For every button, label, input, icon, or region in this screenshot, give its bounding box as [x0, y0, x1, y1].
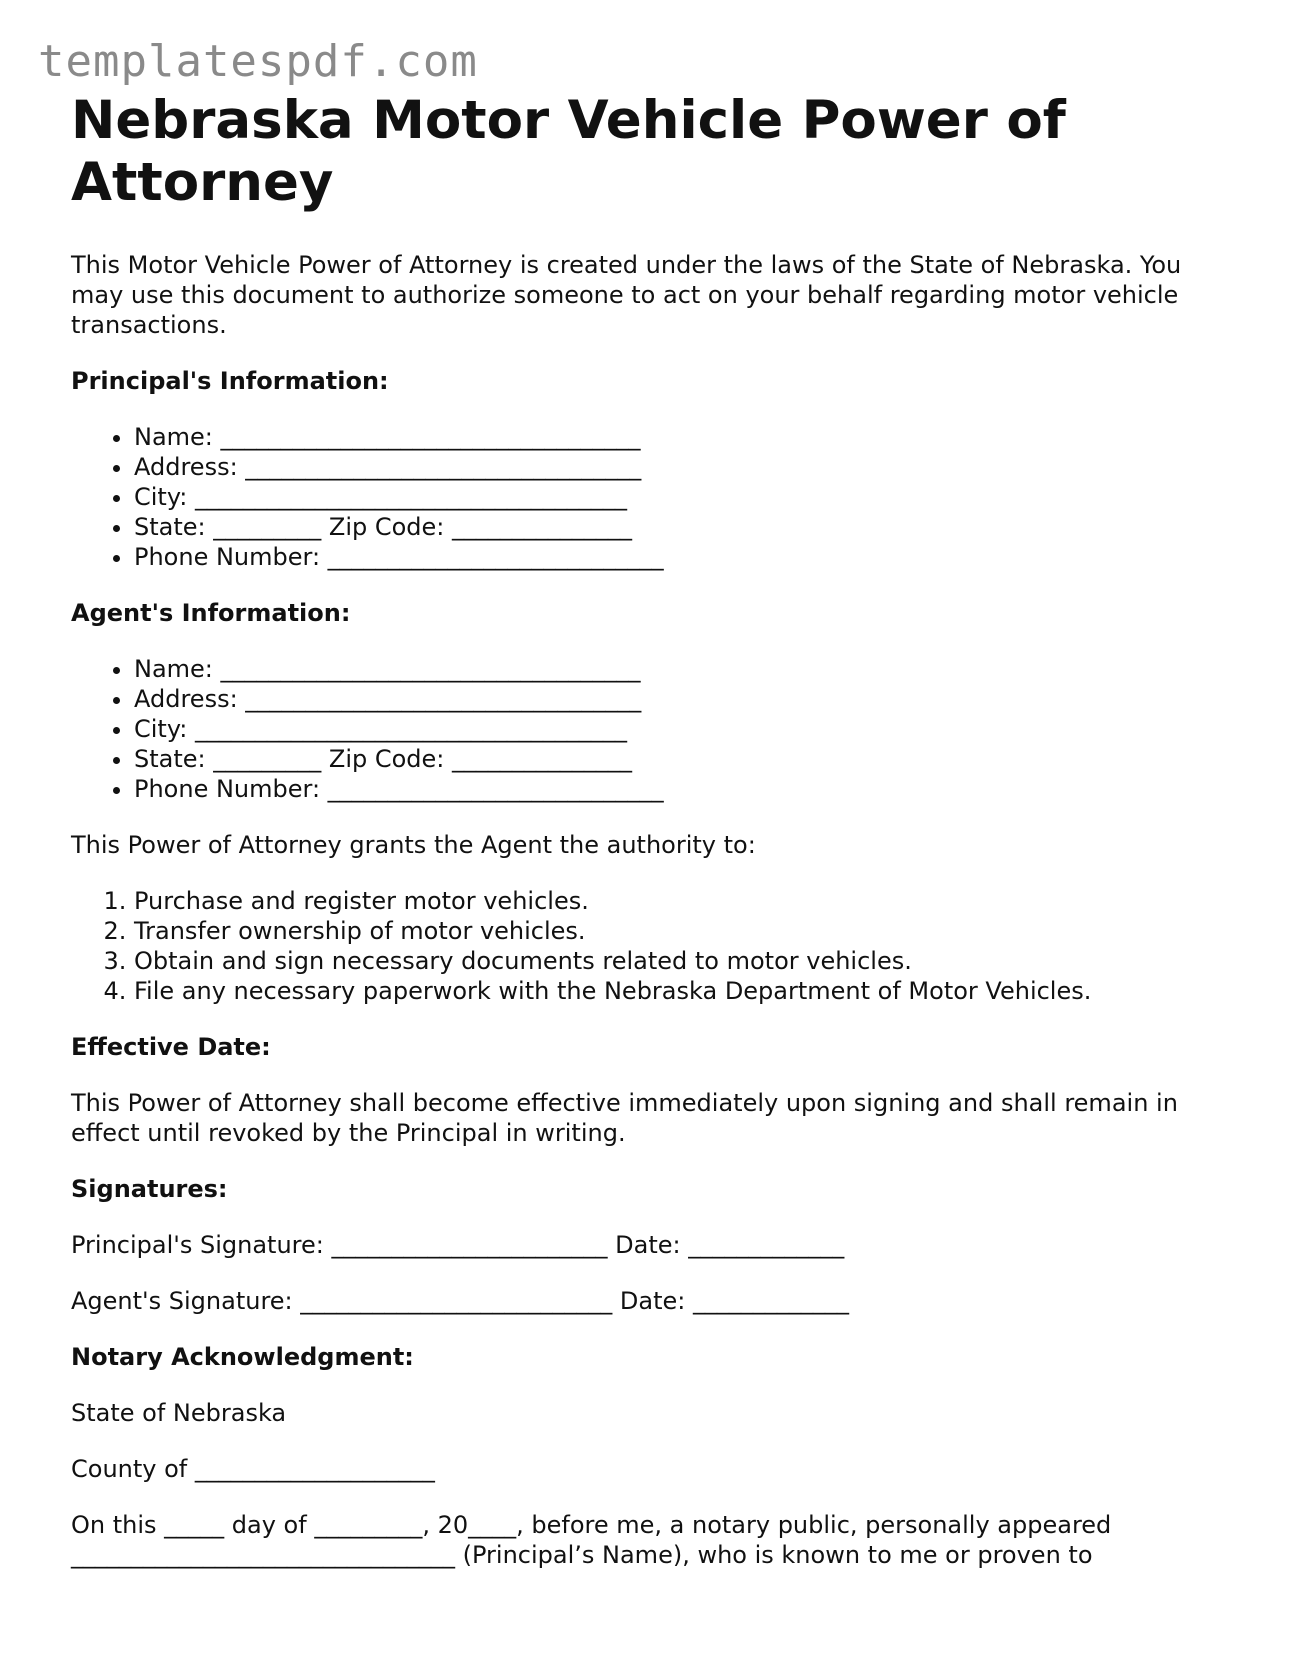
signatures-heading: Signatures:	[71, 1175, 228, 1203]
authority-item: 4. File any necessary paperwork with the Nebraska Department of Motor Vehicles.	[134, 976, 1231, 1006]
principal-name-field: • Name: ___________________________________	[134, 422, 1231, 452]
agent-address-field: • Address: _________________________________	[134, 684, 1231, 714]
document-title: Nebraska Motor Vehicle Power of Attorney	[71, 90, 1066, 213]
agent-state-zip-field: • State: _________ Zip Code: _______________	[134, 744, 1231, 774]
agent-signature-line: Agent's Signature: __________________________ Date: _____________	[71, 1287, 849, 1315]
agent-city-field: • City: ____________________________________	[134, 714, 1231, 744]
authority-item: 1. Purchase and register motor vehicles.	[134, 886, 1231, 916]
principal-city-field: • City: ____________________________________	[134, 482, 1231, 512]
effective-date-text: This Power of Attorney shall become effective immediately upon signing and shall remain in effect until revoked by the Principal in writing.	[71, 1089, 1178, 1147]
intro-paragraph: This Motor Vehicle Power of Attorney is created under the laws of the State of Nebraska. You may use this document to authorize someone to act on your behalf regarding motor vehicle transactions.	[71, 251, 1182, 339]
principal-address-field: • Address: _________________________________	[134, 452, 1231, 482]
principal-heading: Principal's Information:	[71, 367, 389, 395]
notary-state: State of Nebraska	[71, 1399, 287, 1427]
authority-list	[71, 886, 1231, 1006]
agent-phone-field: • Phone Number: ____________________________	[134, 774, 1231, 804]
authority-intro: This Power of Attorney grants the Agent the authority to:	[71, 831, 756, 859]
principal-signature-line: Principal's Signature: _______________________ Date: _____________	[71, 1231, 845, 1259]
agent-heading: Agent's Information:	[71, 599, 351, 627]
document-page	[71, 90, 1231, 1596]
agent-fields-list	[71, 654, 1231, 804]
authority-item: 2. Transfer ownership of motor vehicles.	[134, 916, 1231, 946]
principal-state-zip-field: • State: _________ Zip Code: _______________	[134, 512, 1231, 542]
effective-date-heading: Effective Date:	[71, 1033, 271, 1061]
principal-fields-list	[71, 422, 1231, 572]
notary-text: On this _____ day of _________, 20____, before me, a notary public, personally appeared ________________________________ (Principal’s Name), who is known to me or proven to	[71, 1511, 1112, 1569]
agent-name-field: • Name: ___________________________________	[134, 654, 1231, 684]
principal-phone-field: • Phone Number: ____________________________	[134, 542, 1231, 572]
authority-item: 3. Obtain and sign necessary documents related to motor vehicles.	[134, 946, 1231, 976]
notary-county: County of ____________________	[71, 1455, 435, 1483]
watermark: templatespdf.com	[38, 36, 478, 87]
notary-heading: Notary Acknowledgment:	[71, 1343, 414, 1371]
